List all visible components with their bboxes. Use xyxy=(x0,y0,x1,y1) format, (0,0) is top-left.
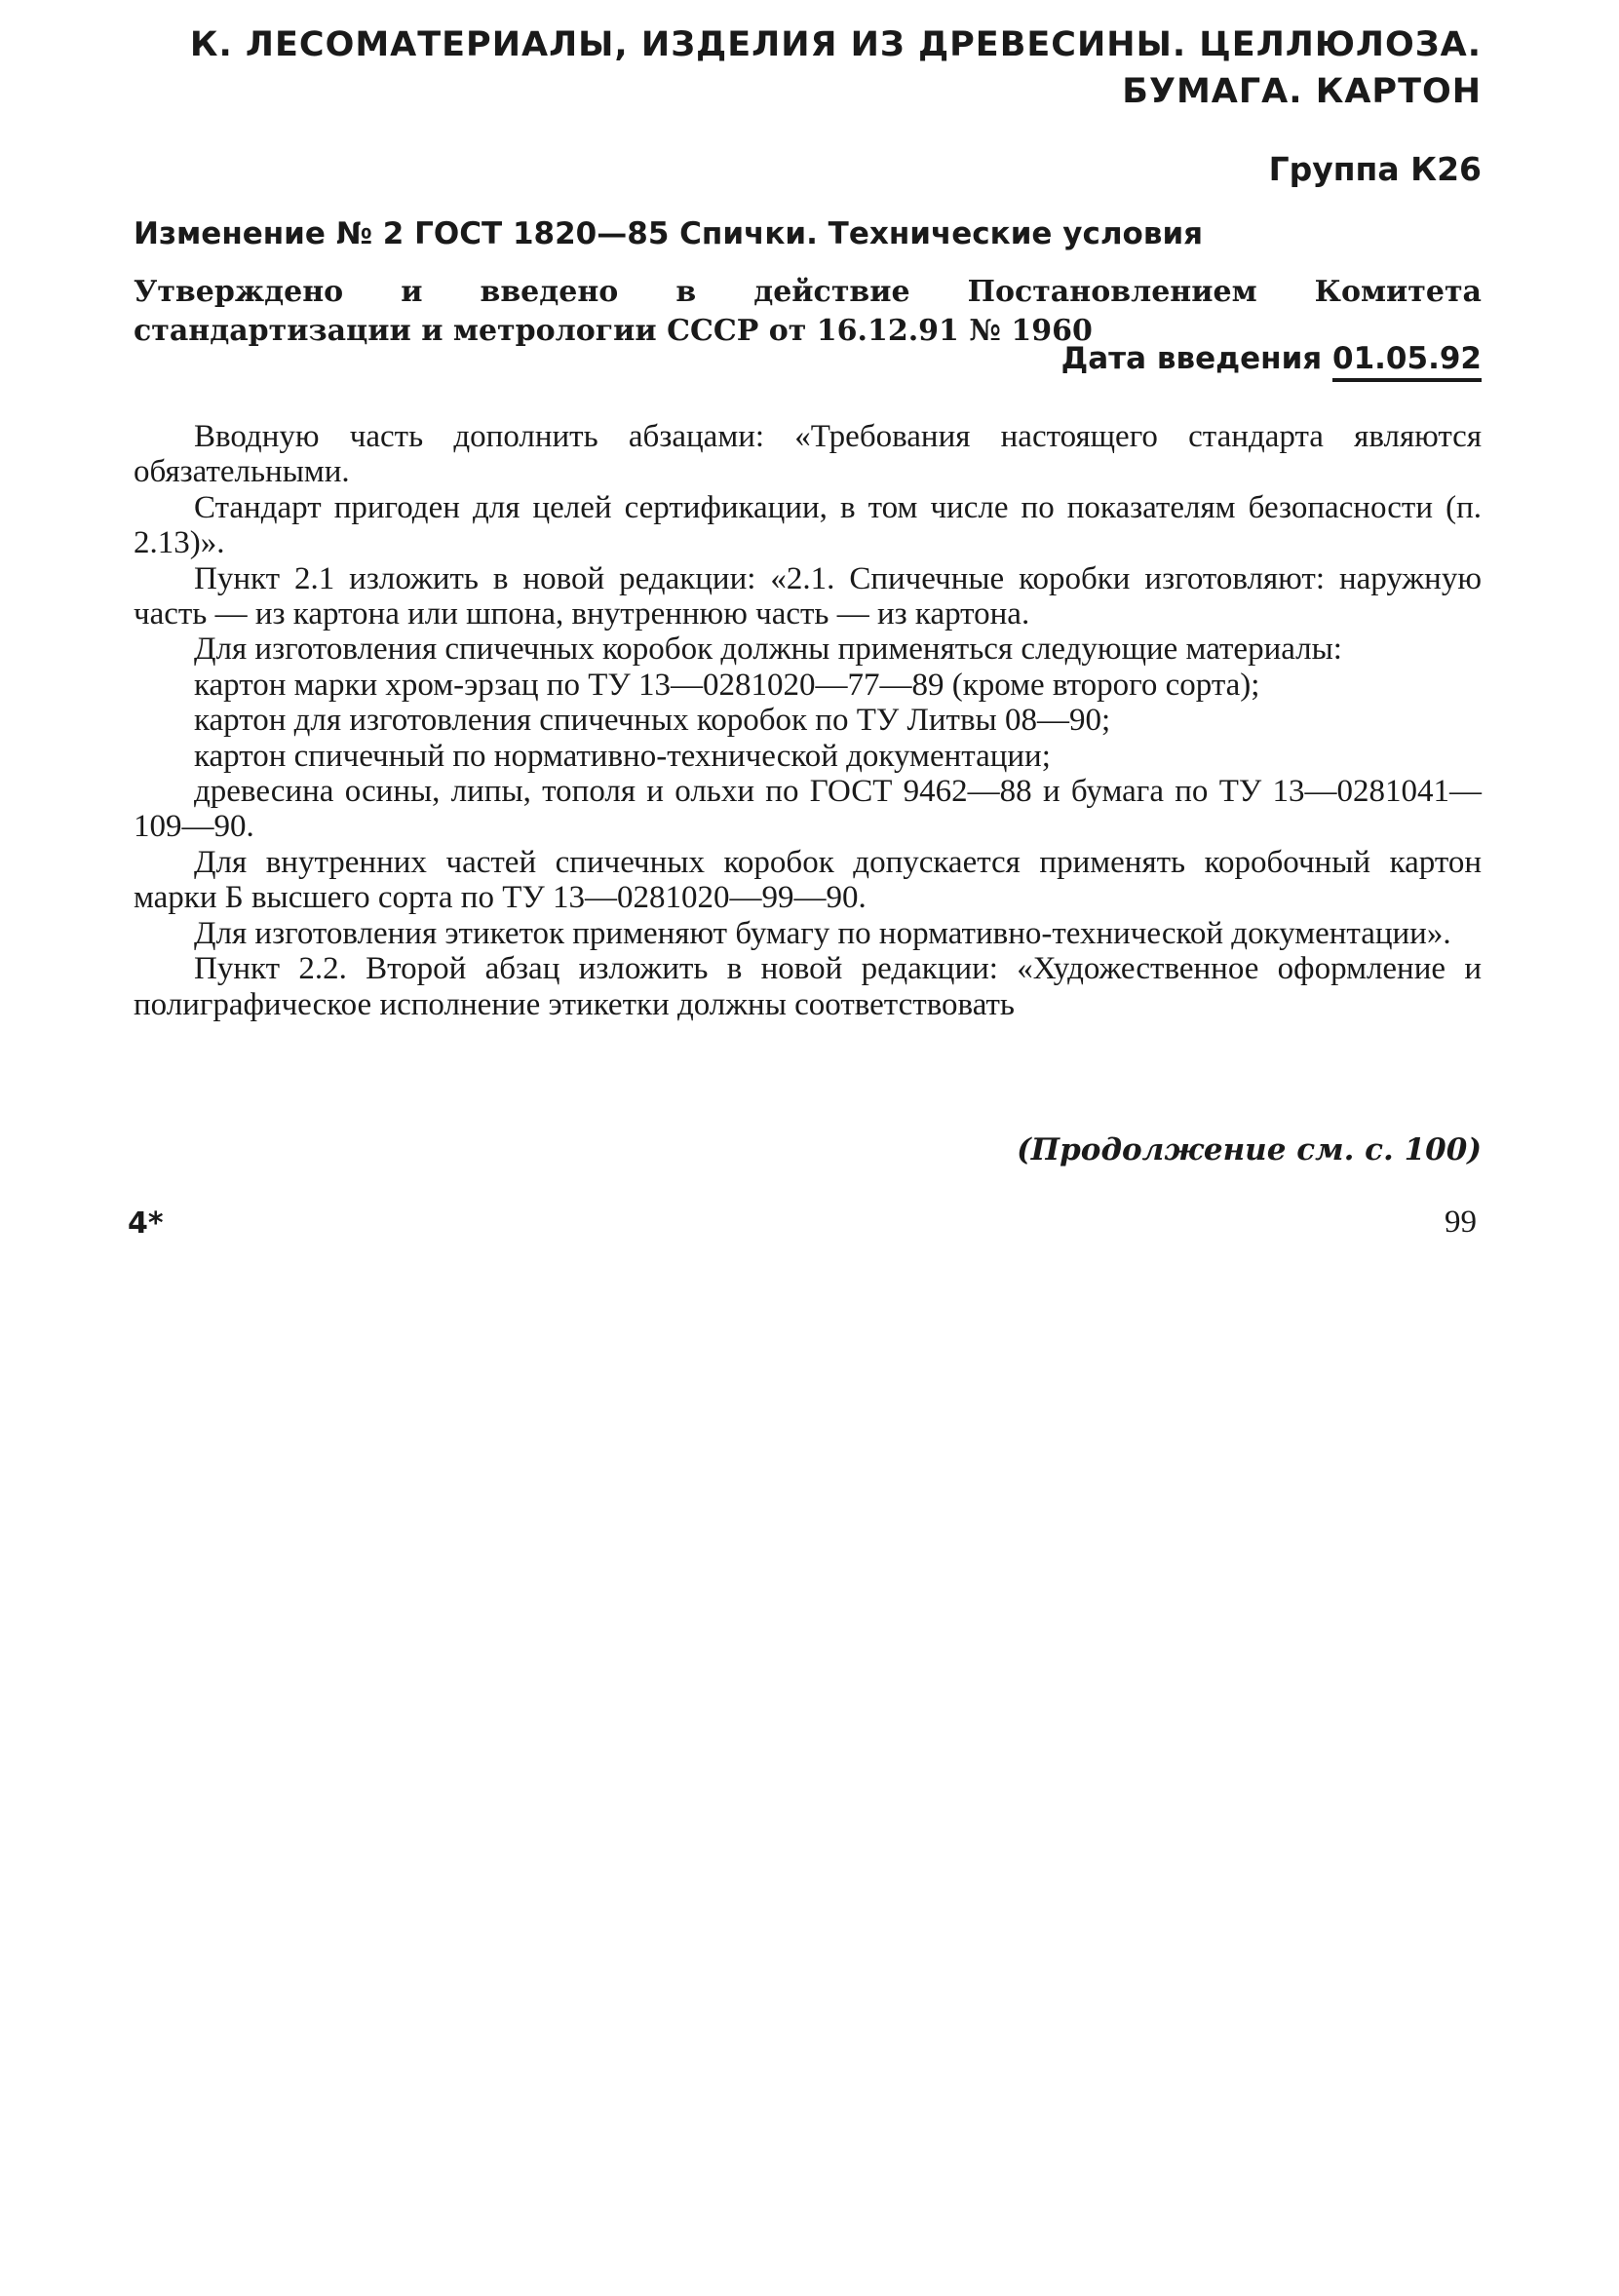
change-title: Изменение № 2 ГОСТ 1820—85 Спички. Технические условия xyxy=(134,216,1204,251)
paragraph: картон марки хром-эрзац по ТУ 13—0281020—77—89 (кроме второго сорта); xyxy=(194,667,1260,703)
paragraph: Вводную часть дополнить абзацами: «Требования настоящего стандарта являются обязательными. xyxy=(134,419,1482,490)
group-label: Группа К26 xyxy=(1268,150,1482,188)
paragraph: Стандарт пригоден для целей сертификации, в том числе по показателям безопасности (п. 2.13)». xyxy=(134,489,1482,561)
paragraph: древесина осины, липы, тополя и ольхи по ГОСТ 9462—88 и бумага по ТУ 13—0281041—109—90. xyxy=(134,774,1482,845)
paragraph: Для внутренних частей спичечных коробок допускается применять коробочный картон марки Б высшего сорта по ТУ 13—0281020—99—90. xyxy=(134,844,1482,916)
effective-date xyxy=(1061,341,1482,376)
paragraph: Пункт 2.2. Второй абзац изложить в новой редакции: «Художественное оформление и полиграфическое исполнение этикетки должны соответствовать xyxy=(134,951,1482,1022)
continuation-note: (Продолжение см. с. 100) xyxy=(1017,1132,1482,1167)
section-heading-line-1: К. ЛЕСОМАТЕРИАЛЫ, ИЗДЕЛИЯ ИЗ ДРЕВЕСИНЫ. ЦЕЛЛЮЛОЗА. xyxy=(189,25,1482,64)
section-heading-line-2: БУМАГА. КАРТОН xyxy=(1122,72,1482,111)
paragraph: картон спичечный по нормативно-технической документации; xyxy=(194,738,1051,774)
signature-mark: 4* xyxy=(128,1206,164,1241)
approval-statement: Утверждено и введено в действие Постановлением Комитета стандартизации и метрологии СССР от 16.12.91 № 1960 xyxy=(134,275,1482,348)
paragraph: Для изготовления спичечных коробок должны применяться следующие материалы: xyxy=(194,631,1342,668)
body-text xyxy=(134,419,1482,1022)
section-heading xyxy=(156,21,1482,115)
paragraph: картон для изготовления спичечных коробок по ТУ Литвы 08—90; xyxy=(194,703,1111,739)
paragraph: Пункт 2.1 изложить в новой редакции: «2.1. Спичечные коробки изготовляют: наружную часть — из картона или шпона, внутреннюю часть — из картона. xyxy=(134,560,1482,632)
effective-date-value: 01.05.92 xyxy=(1332,341,1482,382)
page-number: 99 xyxy=(1445,1205,1477,1240)
effective-date-label: Дата введения xyxy=(1060,341,1323,376)
paragraph: Для изготовления этикеток применяют бумагу по нормативно-технической документации». xyxy=(194,915,1451,951)
